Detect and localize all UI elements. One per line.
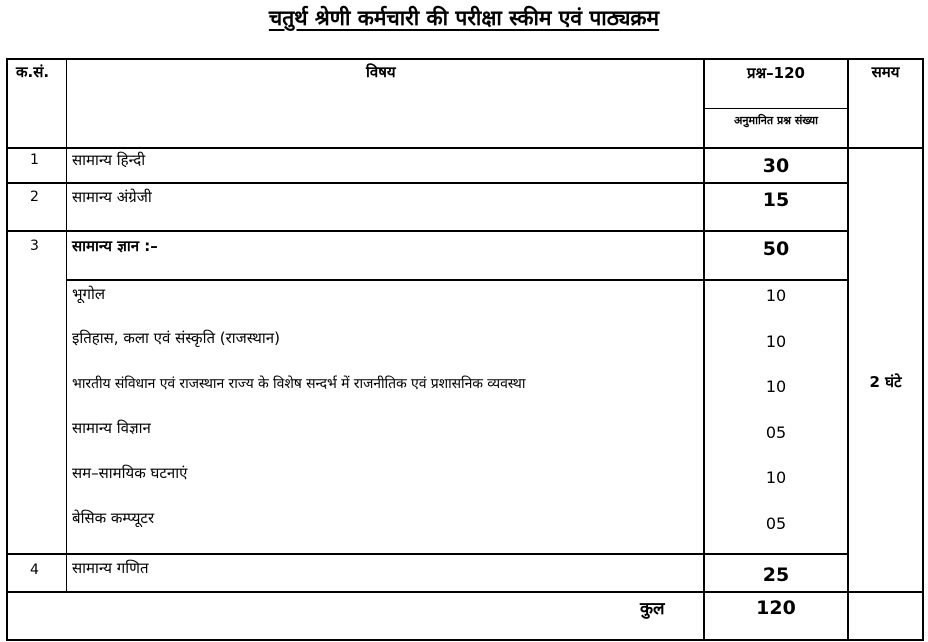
grid-line bbox=[922, 58, 924, 641]
header-questions: प्रश्न–120 bbox=[747, 64, 805, 82]
header-sno: क.सं. bbox=[16, 63, 50, 81]
gk-topic-1-count: 10 bbox=[765, 286, 787, 305]
row-3-subject: सामान्य ज्ञान :– bbox=[72, 237, 158, 255]
grid-line bbox=[6, 58, 8, 641]
grid-line bbox=[6, 639, 924, 641]
gk-topic-2-count: 10 bbox=[765, 332, 787, 351]
grid-line bbox=[6, 58, 924, 60]
gk-topic-6-subject: बेसिक कम्प्यूटर bbox=[72, 509, 155, 527]
row-2-subject: सामान्य अंग्रेजी bbox=[72, 188, 152, 206]
gk-topic-1-subject: भूगोल bbox=[72, 285, 106, 303]
page-title: चतुर्थ श्रेणी कर्मचारी की परीक्षा स्कीम एवं पाठ्यक्रम bbox=[268, 6, 660, 30]
gk-topic-4-count: 05 bbox=[765, 423, 787, 442]
row-2-count: 15 bbox=[762, 189, 790, 211]
row-3-count: 50 bbox=[762, 238, 790, 260]
gk-topic-4-subject: सामान्य विज्ञान bbox=[72, 419, 151, 437]
grid-line bbox=[703, 108, 849, 109]
row-1-sno: 1 bbox=[30, 152, 39, 168]
grid-line bbox=[6, 591, 924, 593]
grid-line bbox=[6, 230, 849, 232]
grid-line bbox=[6, 147, 924, 149]
gk-topic-2-subject: इतिहास, कला एवं संस्कृति (राजस्थान) bbox=[72, 329, 280, 347]
grid-line bbox=[703, 58, 705, 641]
row-4-subject: सामान्य गणित bbox=[72, 559, 149, 577]
grid-line bbox=[66, 58, 67, 593]
grid-line bbox=[847, 58, 849, 641]
header-time: समय bbox=[871, 63, 900, 81]
row-2-sno: 2 bbox=[30, 189, 39, 205]
grid-line bbox=[6, 182, 849, 184]
gk-topic-3-subject: भारतीय संविधान एवं राजस्थान राज्य के विशेष सन्दर्भ में राजनीतिक एवं प्रशासनिक व्यवस्था bbox=[72, 376, 526, 392]
row-3-sno: 3 bbox=[30, 238, 39, 254]
row-1-count: 30 bbox=[762, 155, 790, 177]
row-1-subject: सामान्य हिन्दी bbox=[72, 151, 146, 169]
gk-topic-5-subject: सम–सामयिक घटनाएं bbox=[72, 464, 188, 482]
gk-topic-6-count: 05 bbox=[765, 514, 787, 533]
grid-line bbox=[66, 279, 849, 281]
header-questions-sub: अनुमानित प्रश्न संख्या bbox=[734, 114, 818, 127]
row-4-sno: 4 bbox=[30, 562, 39, 578]
total-value: 120 bbox=[756, 597, 796, 619]
header-subject: विषय bbox=[366, 63, 396, 81]
grid-line bbox=[6, 553, 849, 555]
gk-topic-3-count: 10 bbox=[765, 377, 787, 396]
total-label: कुल bbox=[640, 599, 665, 619]
time-value: 2 घंटे bbox=[869, 373, 902, 391]
row-4-count: 25 bbox=[762, 564, 790, 586]
gk-topic-5-count: 10 bbox=[765, 468, 787, 487]
